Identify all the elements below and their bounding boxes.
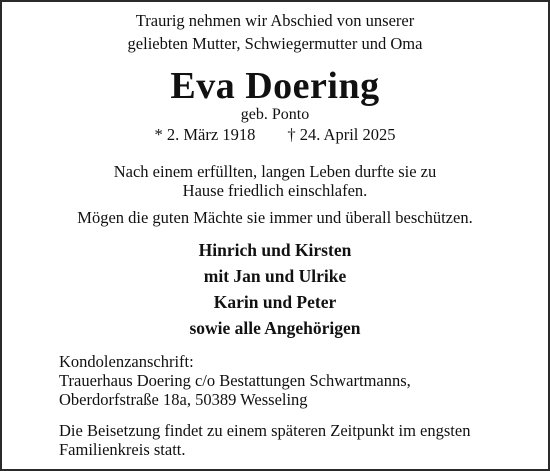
message-line-1: Nach einem erfüllten, langen Leben durfte sie zu xyxy=(113,162,437,181)
death-date: † 24. April 2025 xyxy=(287,125,396,144)
condolence-label: Kondolenzanschrift: xyxy=(59,352,194,371)
burial-line-2: Familienkreis statt. xyxy=(59,440,186,459)
deceased-name: Eva Doering xyxy=(170,65,380,107)
intro-line-2: geliebten Mutter, Schwiegermutter und Oma xyxy=(127,34,423,53)
burial-line-1: Die Beisetzung findet zu einem späteren Zeitpunkt im engsten xyxy=(59,421,471,440)
family-line-1: Hinrich und Kirsten xyxy=(198,240,352,260)
family-line-4: sowie alle Angehörigen xyxy=(189,318,361,338)
condolence-address-2: Oberdorfstraße 18a, 50389 Wesseling xyxy=(59,390,308,409)
quote: Mögen die guten Mächte sie immer und überall beschützen. xyxy=(77,208,473,227)
birth-name: geb. Ponto xyxy=(240,106,310,123)
family-line-2: mit Jan und Ulrike xyxy=(203,266,347,286)
condolence-address-1: Trauerhaus Doering c/o Bestattungen Schwartmanns, xyxy=(59,371,411,390)
life-dates xyxy=(2,124,548,146)
intro-line-1: Traurig nehmen wir Abschied von unserer xyxy=(135,11,415,30)
birth-date: * 2. März 1918 xyxy=(154,125,256,144)
family-line-3: Karin und Peter xyxy=(213,292,337,312)
message-line-2: Hause friedlich einschlafen. xyxy=(182,181,368,200)
